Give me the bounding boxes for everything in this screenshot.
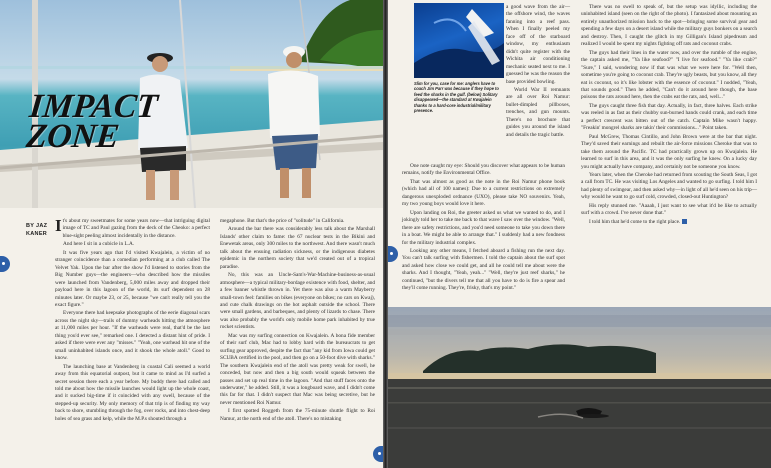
page-title: IMPACT ZONE: [24, 88, 160, 155]
left-column-1: [55, 218, 210, 424]
paragraph: The guys caught three fish that day. Actually, in fact, three halves. Each strike was reeled in as fast as their chubby sun-burned hands could crank, and each time a perfect crescent was bitten out of the catch. Captain Mike wasn't happy. "Freakin' mongrel sharks are takin' their commissions..." Point taken.: [581, 102, 757, 132]
left-page: [0, 0, 383, 468]
ocean: [388, 379, 771, 468]
inset-photo-fishing: [414, 3, 504, 78]
right-column-2: [581, 4, 757, 227]
paragraph: Upon landing on Roi, the greeter asked us what we wanted to do, and I jokingly told her to take me back to that wave I saw over the window. "Well, there are safety restrictions, and you'd need someone to take you down there in a boat. We might be able to arrange that." I suddenly had a new fondness for the military industrial complex.: [402, 209, 565, 246]
paragraph: I first spotted Roggeth from the 75-minute shuttle flight to Roi Namur, at the north end of the atoll. There's no mistaking: [220, 408, 375, 422]
paragraph-text: t's about my sweetmates for some years now—that intriguing digital image of TC and Paul gazing from the deck of the Cheoko: a perfect blue-sight peeling almost incidentally in the distance.: [62, 218, 210, 239]
paragraph: Paul McGrew, Thomas Cintillo, and John Brown were at the bar that night. They'd saved their earnings and rebuilt the air-force missions Cheroke that was to take them around the Pacific. TC had practically grown up on Kwajalein. He learned to surf in this area, and it was the only surfing he knew. On a lucky day you might actually have company, and certainly not be someone you know.: [581, 133, 757, 170]
paragraph: The launching base at Vandenberg in coastal Cali seemed a world away from this equatorial outpost, but it came to mind as I'd surfed a secret session there each a year before. My buddy there had called and told me about how the missile launches would light up the whole coast, and it sucked big-time if it coincided with any swell, because of the stepped-up security. My only memory of that trip is of finding my way back to shore, stumbling through the fog, over rocks, and into chest-deep holes of sea grass and kelp, while the M.P.s shouted through a: [55, 363, 210, 422]
paragraph: One note caught my eye: Should you discover what appears to be human remains, notify the Environmental Office.: [402, 163, 565, 177]
sunset-photo-surfer: [388, 307, 771, 468]
paragraph: Around the bar there was considerably less talk about the Marshall Islands' other claim to fame: the 67 nuclear tests in the Bikini and Enewetak areas, only 300 miles to the northwest. And there wasn't much talk about the ensuing radiation sickness, or the indigenous diabetes epidemic in the northern society that we'd created out of a tropical paradise.: [220, 226, 375, 270]
paragraph: There was no swell to speak of, but the setup was idyllic, including the uninhabited island (seen on the right of the photo). I fantasized about mounting an entirely unauthorized mission back to the spot—bringing some survival gear and spending a few days on a desert island while the military guys bonkers on a search and destroy. Then, I caught the glitch in my Gilligan's Island pipedream and realized I would be spent my nights fighting off rats and coconut crabs.: [581, 4, 757, 48]
paragraph: World War II remnants are all over Roi Namur: bullet-dimpled pillboxes, trenches, and gun mounts. There's no brochure that guides you around the island and details the tragic battle.: [506, 86, 570, 138]
paragraph: [581, 219, 757, 226]
article-title: [24, 88, 178, 155]
right-column-1: [402, 163, 565, 294]
right-column-1-top: [506, 4, 570, 140]
paragraph: a good wave from the air—the offshore wind, the waves fanning into a reef pass. When I finally peeled my face off of the starboard window, my enthusiasm didn't quite register with the Wichita air conditioning mechanic seated next to me. I guessed he was the reason the base provided bowling.: [506, 4, 570, 85]
paragraph: Mac was my surfing connection on Kwajalein. A bona fide member of their surf club, Mac had to lobby hard with the bureaucrats to get surfing gear approved, despite the fact that "any kid from Iowa could get SCUBA certified in the pool, and then go on a 50-foot dive with sharks." The southern Kwajalein end of the atoll was pretty weak for swell, he conceded, but now and then a big south would squeak between the passes and set up real time in the lagoon. "And that stuff faces onto the underwater," he added. Still, it was a longboard wave, and I didn't come this far for that. I didn't suspect that Mac was being secretive, but he never mentioned Roi Namur.: [220, 332, 375, 406]
paragraph: Everyone there had keepsake photographs of the eerie diagonal scars across the night sky—trails of dummy warheads hitting the atmosphere at 11,000 miles per hour. "If the warheads were real, that'd be the last thing you'd ever see," remarked one. I detected a distant hint of pride. I asked if there were ever any "misses." "Yeah, one warhead hit one of the small uninhabited islands once, and it shook the whole atoll." Good to know.: [55, 310, 210, 362]
person-two: [268, 70, 320, 138]
byline: BY JAZ KANER: [26, 223, 48, 237]
paragraph-text: I told him that he'd come to the right place.: [589, 218, 681, 225]
paragraph: megaphone. But that's the price of "solitude" in California.: [220, 218, 345, 224]
right-page: [388, 0, 771, 468]
left-column-2: [220, 218, 375, 424]
paragraph: It was five years ago that I'd visited Kwajalein, a victim of no stranger coincidence than a comedian performing at a club called The Velvet Yak. Upon the bar after the show I'd listened to stories from the Big Number guys—the engineers—who described how the missiles were launched from Vandenberg, 5,000 miles away and dropped their payload here in this lagoon of the world, its surf dependent on 28 minutes later. Or maybe 23, or 25, because "we can't really tell you the exact figure.": [55, 249, 210, 308]
photo-caption: Slim for you, case for me: anglers have to coach Jim Parr was because if they hope to feed the sharks in the gulf. (below) Solitary disappeared—the standard at Kwajalein thanks to a hard-core industrial/military presence.: [414, 81, 499, 114]
drop-cap: I: [55, 216, 62, 235]
page-tab-marker: [0, 256, 10, 272]
paragraph: The guys had their lines in the water now, and over the rumble of the engine, the captain asked me, "Ya like seafood?" "I live for seafood." "Ya like crab?" "Sure," I said, wondering now if that was what we were here for. "Well then, sometime you're going to coconut crab. They're ugly beasts, but you know, all they eat is coconut, so it's like lobster with the essence of coconut." I nodded, "Yeah, that sounds good." Then he added, "Can't do it around here though, the base poisons the rats around here, then the crabs eat the rats, and, well...": [581, 49, 757, 101]
hero-photo-boat: [0, 0, 383, 208]
inset-illustration: [414, 3, 504, 78]
island-silhouette: [423, 344, 656, 373]
paragraph: His reply stunned me. "Aaaah, I just want to see what it'd be like to actually surf with a crowd. I've never done that.": [581, 202, 757, 217]
paragraph: Years later, when the Cheroke had returned from scouting the South Seas, I got a call from TC. He was visiting Los Angeles and wanted to go surfing. I told him I had plenty of swimgear, and then asked why—in light of all he'd seen on his trip—why would he want to go surf cold, crowded, closed-out Huntington?: [581, 171, 757, 201]
page-tab-marker: [388, 246, 398, 262]
paragraph: That was almost as good as the note in the Roi Namur phone book (which had all of 100 names): Due to a current restrictions on extremely dangerous unexploded ordnance (UXO), please take NO souvenirs. Yeah, my two young boys would love it here.: [402, 178, 565, 208]
paragraph: No, this was an Uncle-Sam's-War-Machine-business-as-usual atmosphere—a typical military-bordage existence with food, shelter, and a few banner whistle thrown in. Yet there was also a warm Mayberry small-town feel: families on bikes (everyone on bikes; no cars on Kwaj), and cute chalk drawings on the hot asphalt outside the school. There were small gardens, and barbeques, and plenty of lizards to chase. There was also probably the world's only mobile home park inhabited by true rocket scientists.: [220, 272, 375, 331]
page-tab-marker: [373, 446, 383, 462]
paragraph: [55, 218, 210, 240]
sunset-illustration: [388, 307, 771, 468]
paragraph: And here I sit in a cubicle in L.A.: [63, 241, 135, 248]
paragraph: Looking any other means, I fetched aboard a fishing run the next day. You can't talk surfing with fishermen. I told the captain about the surf spot and asked how close we could get, and all he could tell me about were the sharks. And I thought, "Yeah, yeah..." "Well, they're just reef sharks," he continued, "but the divers tell me that all you have to do is fire a spear and they'll come running. They're, frisky, that's my point.": [402, 247, 565, 292]
end-mark: [682, 219, 687, 224]
